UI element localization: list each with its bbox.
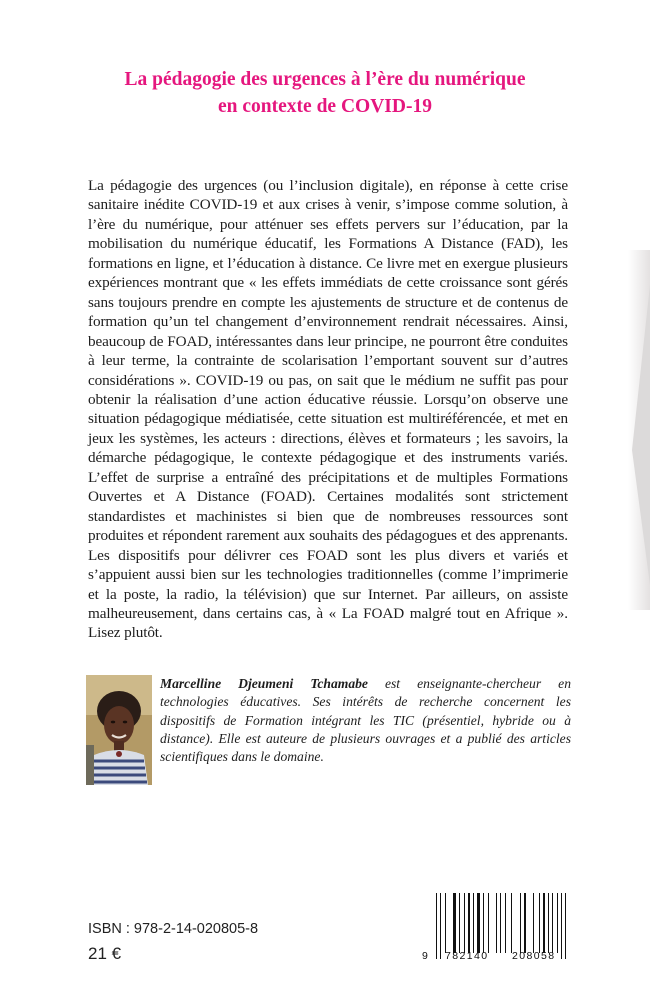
book-title-line-1: La pédagogie des urgences à l’ère du numérique <box>124 69 526 90</box>
barcode-bar <box>473 893 474 953</box>
book-title-line-2: en contexte de COVID-19 <box>218 96 432 117</box>
author-section <box>86 675 571 785</box>
barcode-bar <box>488 893 489 953</box>
barcode-left-group: 782140 <box>445 950 489 962</box>
barcode-bar <box>539 893 540 953</box>
barcode-bar <box>453 893 456 953</box>
barcode-bar <box>445 893 446 953</box>
author-photo <box>86 675 152 785</box>
author-bio <box>160 675 571 766</box>
barcode-bar <box>468 893 470 953</box>
barcode-bar <box>533 893 534 953</box>
barcode-bar <box>477 893 480 953</box>
price: 21 € <box>88 944 122 963</box>
barcode-bar <box>552 893 553 953</box>
barcode-bar <box>548 893 549 953</box>
isbn: ISBN : 978-2-14-020805-8 <box>88 921 259 937</box>
barcode-bar <box>511 893 512 953</box>
author-name: Marcelline Djeumeni Tchamabe <box>160 676 368 691</box>
barcode-first-digit: 9 <box>422 950 428 962</box>
barcode-bar <box>483 893 484 953</box>
book-title <box>30 66 620 120</box>
barcode-bar <box>464 893 465 953</box>
cover-edge-shape <box>628 250 650 610</box>
barcode-bar <box>543 893 545 953</box>
barcode-bar <box>557 893 558 953</box>
barcode-right-group: 208058 <box>512 950 556 962</box>
barcode-bar <box>524 893 526 953</box>
barcode-bar <box>496 893 497 953</box>
barcode-bar <box>500 893 501 953</box>
barcode-bar <box>459 893 460 953</box>
back-cover-blurb: La pédagogie des urgences (ou l’inclusion digitale), en réponse à cette crise sanitaire inédite COVID-19 et aux crises à venir, s’impose comme solution, à l’ère du numérique, pour atténuer ses effets pervers sur l’éducation, par la mobilisation du numérique éducatif, les Formations A Distance (FAD), les formations en ligne, et l’éducation à distance. Ce livre met en exergue plusieurs expériences montrant que « les effets immédiats de cette croissance sont gérés sans toujours prendre en compte les ajustements de structure et de contenus de formation qu’un tel changement d’environnement rendrait nécessaires. Ainsi, beaucoup de FOAD, intéressantes dans leur principe, ne pourront être conduites à leur terme, la contrainte de scolarisation l’emportant souvent sur d’autres considérations ». COVID-19 ou pas, on sait que le médium ne suffit pas pour obtenir la réalisation d’une action éducative réussie. Lorsqu’on observe une situation pédagogique médiatisée, cette situation est multiréférencée, et met en jeux les systèmes, les acteurs : directions, élèves et formateurs ; les savoirs, la démarche pédagogique, le contexte pédagogique et des instruments variés. L’effet de surprise a entraîné des précipitations et de multiples Formations Ouvertes et A Distance (FOAD). Certaines modalités sont strictement standardistes et machinistes si bien que de nombreuses ressources sont produites et répondent rarement aux souhaits des pédagogues et des apprenants. Les dispositifs pour délivrer ces FOAD sont les plus divers et variés et s’appuient aussi bien sur les technologies traditionnelles (comme l’imprimerie et la poste, la radio, la télévision) que sur Internet. Par ailleurs, on assiste malheureusement, dans certains cas, à « La FOAD malgré tout en Afrique ». Lisez plutôt. <box>88 177 568 642</box>
author-bio-text: est enseignante-chercheur en technologies éducatives. Ses intérêts de recherche concernent les dispositifs de Formation intégrant les TIC (présentiel, hybride ou à distance). Elle est auteure de plusieurs ouvrages et a publié des articles scientifiques dans le domaine. <box>160 676 571 765</box>
barcode-bar <box>520 893 521 953</box>
barcode <box>420 893 572 968</box>
barcode-digits <box>420 950 572 964</box>
barcode-bars <box>436 893 570 953</box>
barcode-bar <box>505 893 506 953</box>
